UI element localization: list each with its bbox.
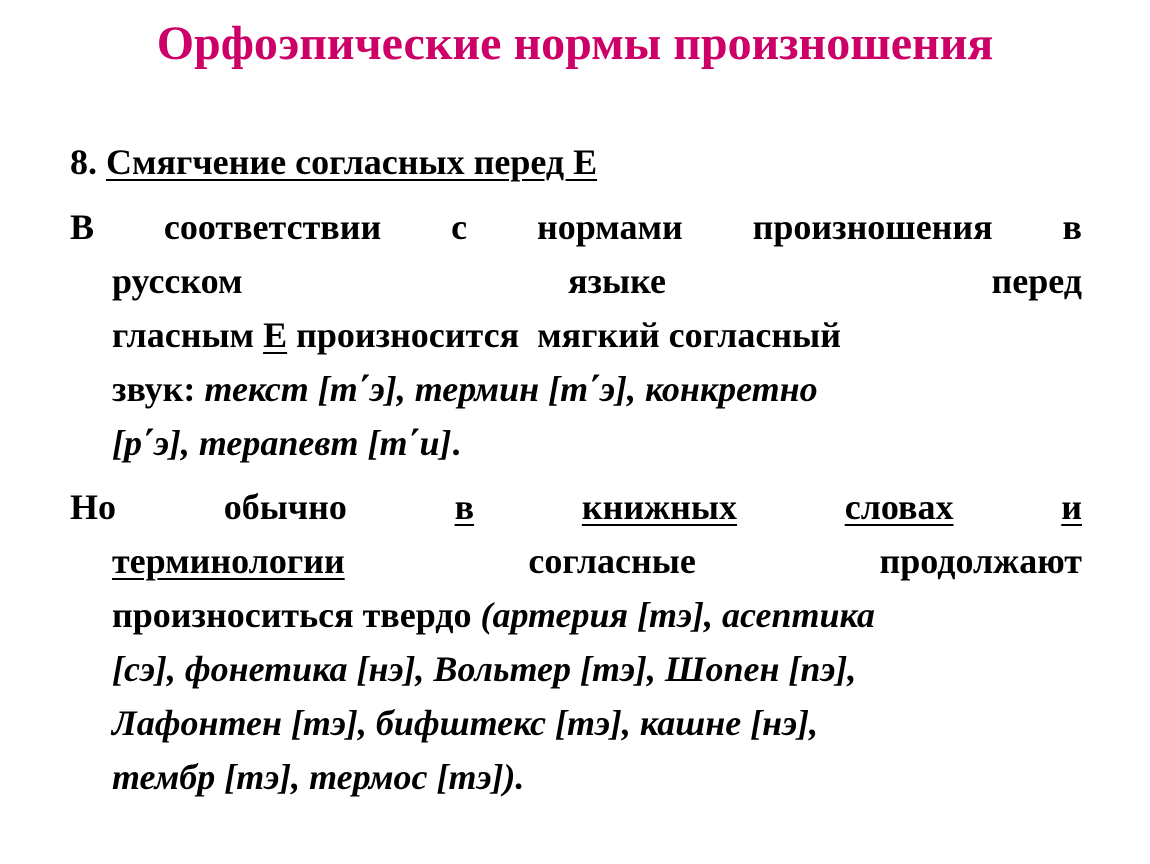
paragraph-hard-consonants: [70, 480, 1082, 804]
examples-italic: Лафонтен [тэ], бифштекс [тэ], кашне [нэ],: [112, 703, 819, 743]
text-run: произноситься твердо: [112, 595, 481, 635]
text-run: звук:: [112, 369, 205, 409]
text-run: .: [451, 423, 461, 463]
paragraph-line: [70, 308, 1082, 362]
letter-e-underlined: Е: [263, 315, 288, 355]
underlined-word: и: [1061, 487, 1082, 527]
word: согласные: [528, 541, 696, 581]
word: нормами: [536, 207, 683, 247]
text-run: гласным: [112, 315, 264, 355]
section-heading-text: Смягчение согласных перед Е: [106, 142, 598, 182]
examples-italic: тембр [тэ], термос [тэ]).: [112, 757, 525, 797]
word: В: [70, 207, 95, 247]
paragraph-line: [70, 588, 1082, 642]
word: языке: [568, 261, 666, 301]
section-number: 8.: [70, 142, 97, 182]
paragraph-line: [70, 642, 1082, 696]
section-heading: [70, 136, 597, 188]
underlined-word: терминологии: [112, 541, 345, 581]
word: Но: [70, 487, 117, 527]
underlined-word: словах: [844, 487, 954, 527]
word: продолжают: [879, 541, 1082, 581]
paragraph-soft-consonants: [70, 200, 1082, 470]
paragraph-line: [70, 696, 1082, 750]
slide-title: Орфоэпические нормы произношения: [156, 17, 994, 70]
underlined-word: в: [454, 487, 475, 527]
word: произношения: [752, 207, 993, 247]
word: перед: [991, 261, 1082, 301]
examples-italic: текст [т΄э], термин [т΄э], конкретно: [204, 369, 818, 409]
word: обычно: [223, 487, 347, 527]
word: русском: [112, 261, 243, 301]
paragraph-line: [70, 416, 1082, 470]
examples-italic: (артерия [тэ], асептика: [480, 595, 875, 635]
examples-italic: [сэ], фонетика [нэ], Вольтер [тэ], Шопен [пэ],: [112, 649, 857, 689]
paragraph-line: [70, 362, 1082, 416]
examples-italic: [р΄э], терапевт [т΄и]: [112, 423, 452, 463]
text-run: произносится мягкий согласный: [287, 315, 841, 355]
paragraph-line: [70, 534, 1082, 588]
word: с: [451, 207, 468, 247]
word: в: [1062, 207, 1082, 247]
paragraph-line: [70, 200, 1082, 254]
paragraph-line: [70, 750, 1082, 804]
paragraph-line: [70, 254, 1082, 308]
paragraph-line: [70, 480, 1082, 534]
word: соответствии: [163, 207, 382, 247]
underlined-word: книжных: [581, 487, 738, 527]
